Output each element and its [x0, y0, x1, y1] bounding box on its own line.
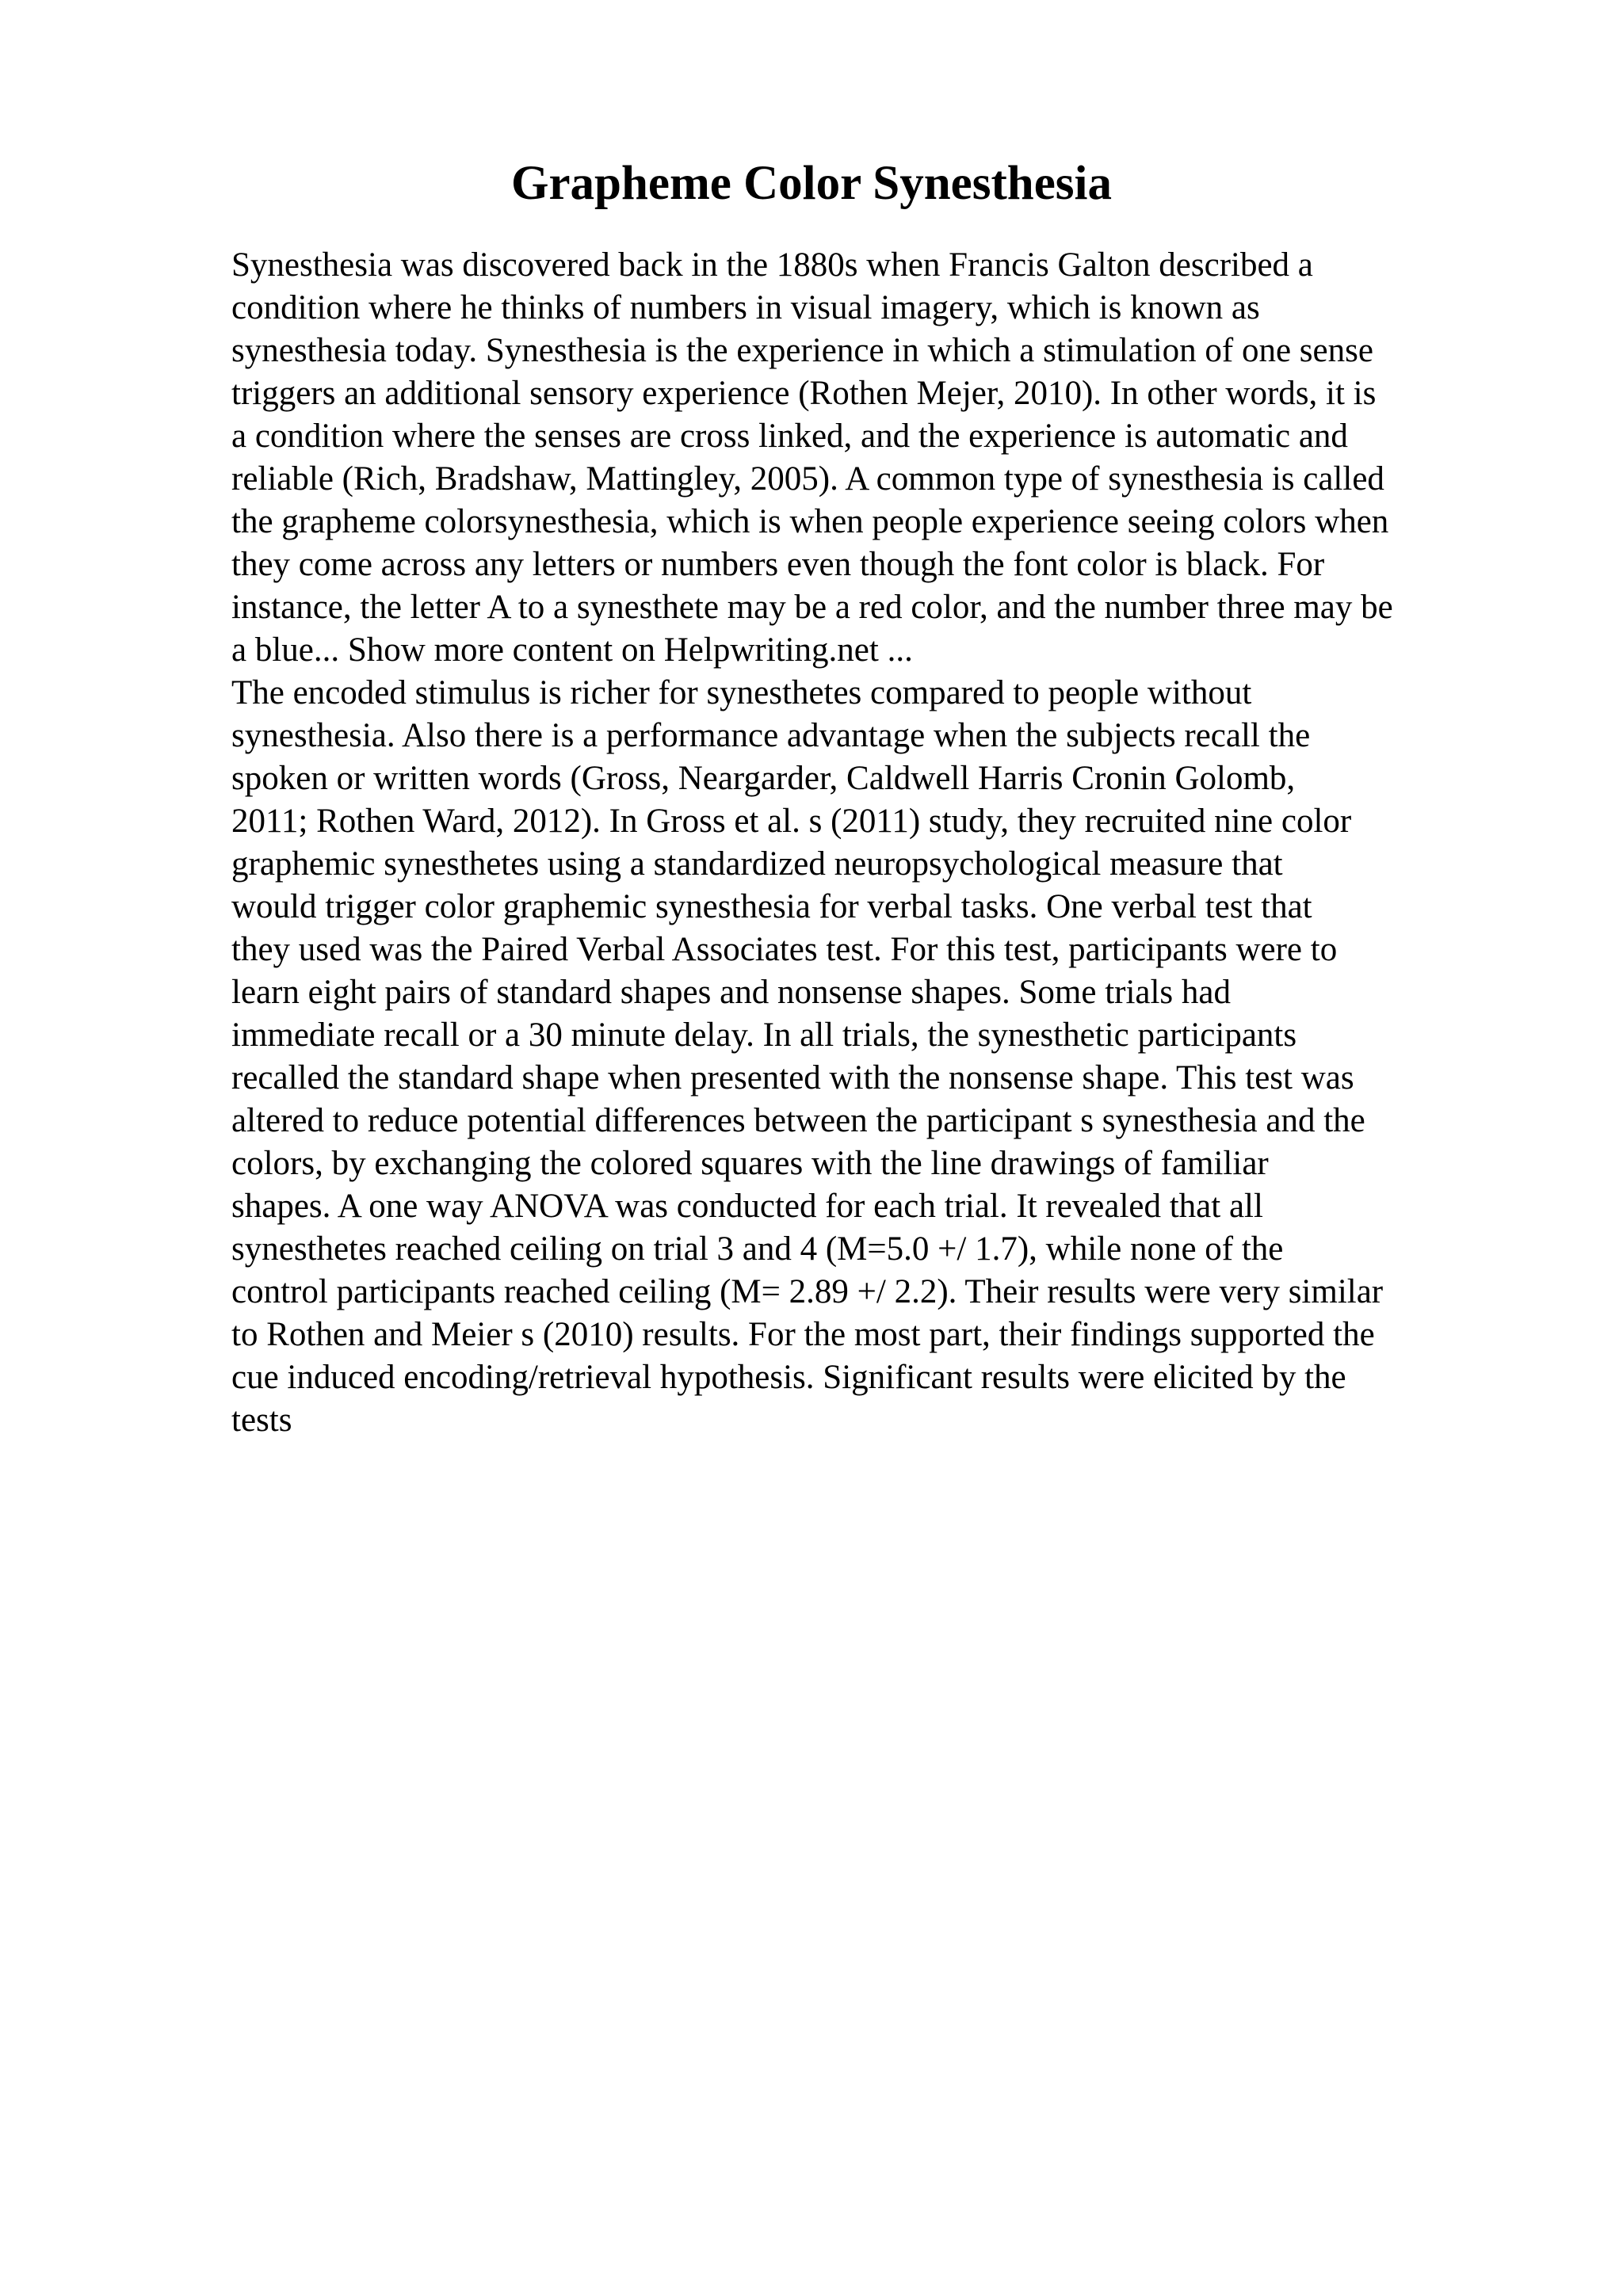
body-line: they used was the Paired Verbal Associates test. For this test, participants were to — [231, 931, 1338, 968]
body-line: colors, by exchanging the colored squares with the line drawings of familiar — [231, 1145, 1269, 1182]
body-line: cue induced encoding/retrieval hypothesis. Significant results were elicited by the — [231, 1359, 1346, 1396]
body-line: 2011; Rothen Ward, 2012). In Gross et al. s (2011) study, they recruited nine color — [231, 803, 1352, 840]
body-line: reliable (Rich, Bradshaw, Mattingley, 2005). A common type of synesthesia is called — [231, 460, 1384, 498]
show-more-line: a blue... Show more content on Helpwriting.net ... — [231, 631, 913, 669]
body-line: triggers an additional sensory experience (Rothen Mejer, 2010). In other words, it is — [231, 375, 1377, 412]
body-line: tests — [231, 1402, 292, 1439]
body-line: recalled the standard shape when presented with the nonsense shape. This test was — [231, 1059, 1354, 1097]
body-line: synesthetes reached ceiling on trial 3 and 4 (M=5.0 +/ 1.7), while none of the — [231, 1230, 1284, 1268]
body-line: shapes. A one way ANOVA was conducted for each trial. It revealed that all — [231, 1188, 1263, 1225]
body-line: to Rothen and Meier s (2010) results. For the most part, their findings supported the — [231, 1316, 1375, 1353]
document-body — [231, 244, 1594, 1442]
body-line: The encoded stimulus is richer for synesthetes compared to people without — [231, 674, 1252, 711]
body-line: learn eight pairs of standard shapes and nonsense shapes. Some trials had — [231, 974, 1232, 1011]
body-line: would trigger color graphemic synesthesia for verbal tasks. One verbal test that — [231, 888, 1312, 925]
body-line: immediate recall or a 30 minute delay. In all trials, the synesthetic participants — [231, 1016, 1297, 1054]
document-title: Grapheme Color Synesthesia — [511, 157, 1112, 210]
body-line: Synesthesia was discovered back in the 1880s when Francis Galton described a — [231, 246, 1313, 284]
body-line: altered to reduce potential differences between the participant s synesthesia and the — [231, 1102, 1365, 1139]
body-line: graphemic synesthetes using a standardized neuropsychological measure that — [231, 845, 1283, 883]
body-line: the grapheme colorsynesthesia, which is when people experience seeing colors when — [231, 503, 1389, 540]
body-line: a condition where the senses are cross linked, and the experience is automatic and — [231, 418, 1348, 455]
body-line: spoken or written words (Gross, Neargarder, Caldwell Harris Cronin Golomb, — [231, 760, 1296, 797]
body-line: synesthesia today. Synesthesia is the experience in which a stimulation of one sense — [231, 332, 1373, 369]
body-line: synesthesia. Also there is a performance advantage when the subjects recall the — [231, 717, 1311, 754]
body-line: instance, the letter A to a synesthete may be a red color, and the number three may be — [231, 589, 1393, 626]
body-line: they come across any letters or numbers even though the font color is black. For — [231, 546, 1325, 583]
body-line: control participants reached ceiling (M= 2.89 +/ 2.2). Their results were very similar — [231, 1273, 1384, 1310]
body-line: condition where he thinks of numbers in visual imagery, which is known as — [231, 289, 1260, 326]
